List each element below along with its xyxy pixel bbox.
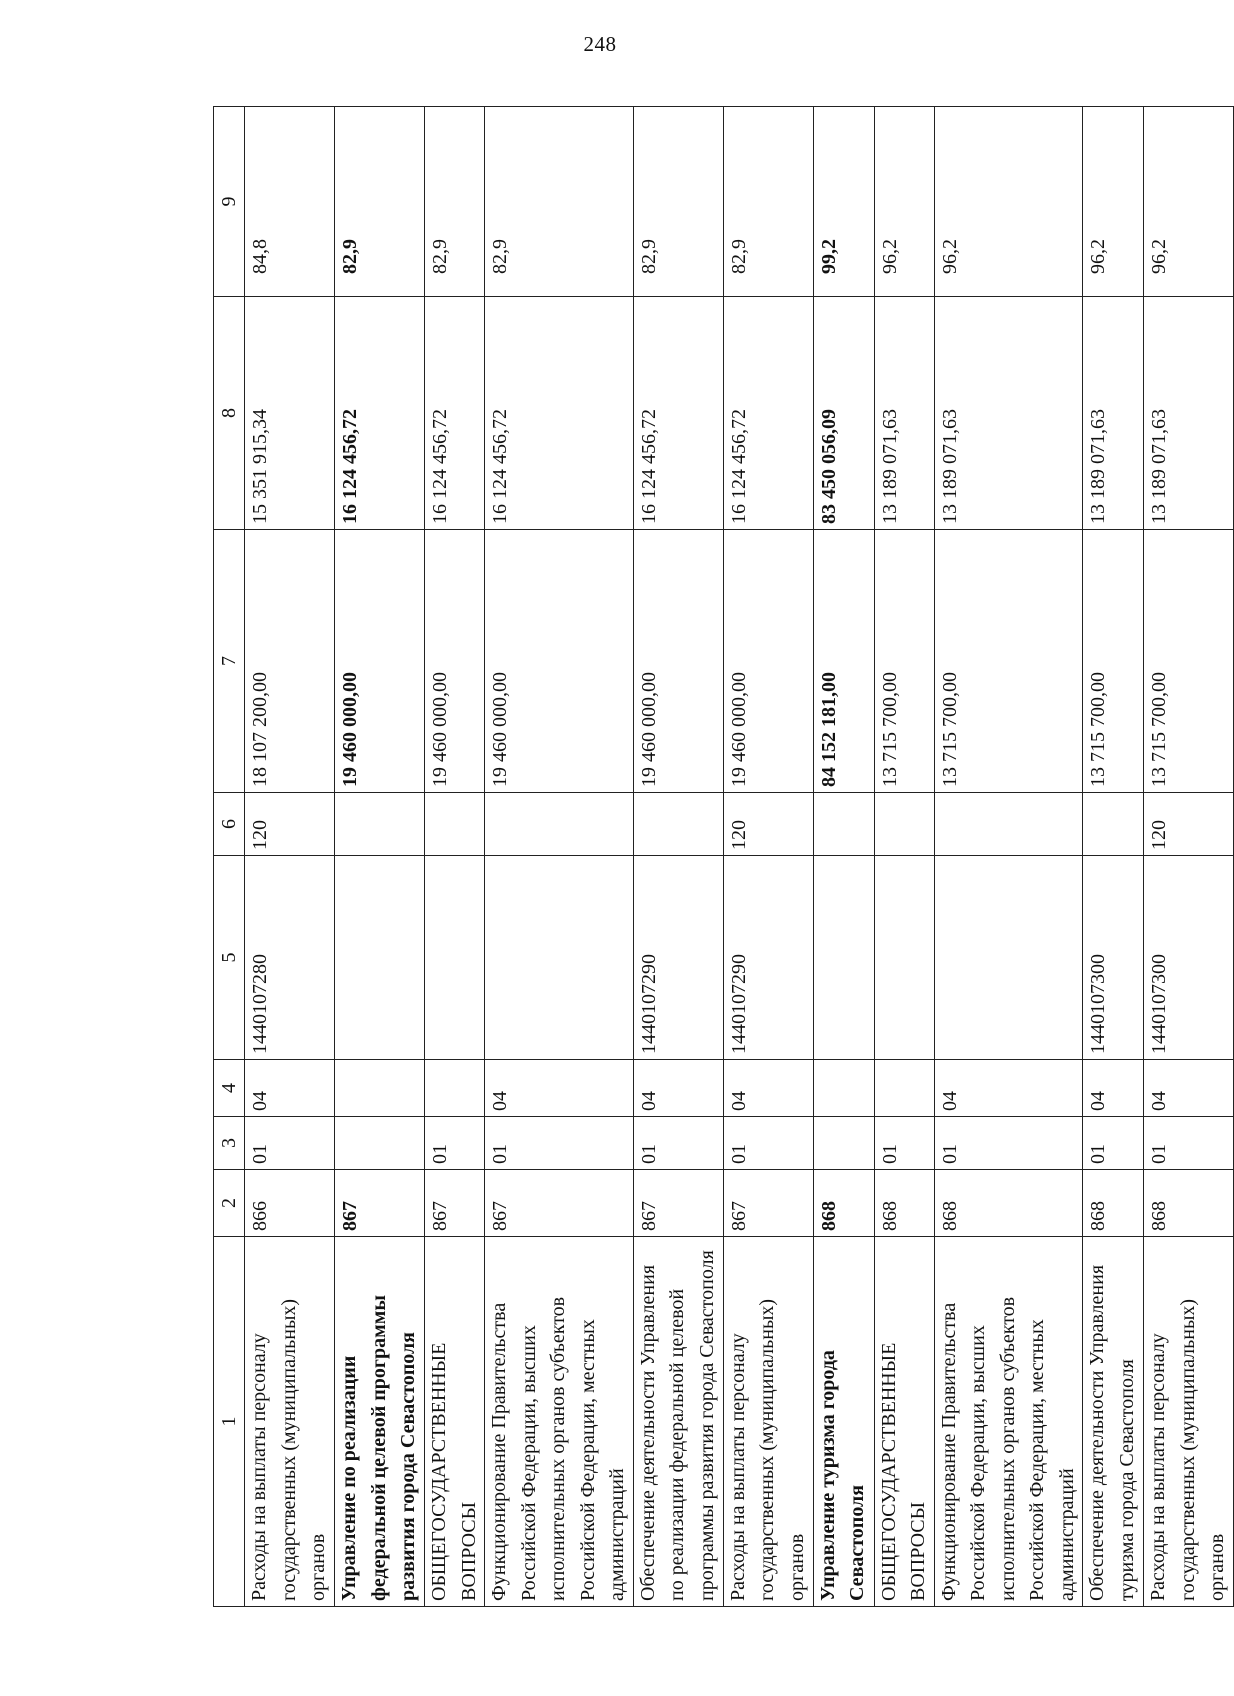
cell-section: 01	[874, 1117, 934, 1170]
cell-subsection: 04	[934, 1060, 1083, 1117]
cell-expense-type	[425, 793, 485, 856]
cell-subsection: 04	[633, 1060, 723, 1117]
cell-executed: 13 189 071,63	[1083, 297, 1144, 530]
cell-target-article: 1440107290	[723, 856, 813, 1060]
cell-section: 01	[485, 1117, 634, 1170]
cell-expense-type	[485, 793, 634, 856]
table-row	[934, 107, 1083, 1607]
cell-admin-code: 868	[1083, 1170, 1144, 1237]
cell-planned: 19 460 000,00	[723, 530, 813, 793]
cell-expense-type	[1083, 793, 1144, 856]
cell-admin-code: 866	[245, 1170, 335, 1237]
row-name: Расходы на выплаты персоналу государственных (муниципальных) органов	[723, 1237, 813, 1607]
column-header: 7	[214, 530, 245, 793]
cell-percent: 82,9	[425, 107, 485, 297]
cell-executed: 13 189 071,63	[1144, 297, 1234, 530]
cell-percent: 96,2	[1083, 107, 1144, 297]
cell-admin-code: 868	[1144, 1170, 1234, 1237]
cell-expense-type: 120	[723, 793, 813, 856]
cell-planned: 13 715 700,00	[1083, 530, 1144, 793]
cell-executed: 16 124 456,72	[425, 297, 485, 530]
cell-percent: 96,2	[934, 107, 1083, 297]
row-name: Функционирование Правительства Российской Федерации, высших исполнительных органов субъектов Российской Федерации, местных администраций	[934, 1237, 1083, 1607]
cell-target-article	[485, 856, 634, 1060]
table-row	[1083, 107, 1144, 1607]
cell-executed: 16 124 456,72	[335, 297, 425, 530]
cell-expense-type	[813, 793, 874, 856]
cell-subsection: 04	[723, 1060, 813, 1117]
cell-planned: 13 715 700,00	[874, 530, 934, 793]
row-name: Управление туризма города Севастополя	[813, 1237, 874, 1607]
row-name: Расходы на выплаты персоналу государственных (муниципальных) органов	[245, 1237, 335, 1607]
page-number: 248	[583, 32, 617, 56]
row-name: Управление по реализации федеральной целевой программы развития города Севастополя	[335, 1237, 425, 1607]
budget-table	[213, 106, 1234, 1607]
cell-executed: 83 450 056,09	[813, 297, 874, 530]
cell-target-article: 1440107290	[633, 856, 723, 1060]
cell-target-article	[425, 856, 485, 1060]
cell-subsection	[813, 1060, 874, 1117]
column-header: 6	[214, 793, 245, 856]
cell-admin-code: 868	[874, 1170, 934, 1237]
cell-expense-type	[633, 793, 723, 856]
cell-target-article: 1440107300	[1083, 856, 1144, 1060]
cell-target-article	[813, 856, 874, 1060]
table-row	[633, 107, 723, 1607]
table-row	[335, 107, 425, 1607]
cell-section: 01	[245, 1117, 335, 1170]
cell-planned: 84 152 181,00	[813, 530, 874, 793]
cell-section: 01	[1083, 1117, 1144, 1170]
table-row	[485, 107, 634, 1607]
cell-executed: 16 124 456,72	[633, 297, 723, 530]
cell-expense-type: 120	[245, 793, 335, 856]
cell-section	[813, 1117, 874, 1170]
cell-planned: 19 460 000,00	[425, 530, 485, 793]
cell-percent: 82,9	[335, 107, 425, 297]
cell-planned: 19 460 000,00	[633, 530, 723, 793]
column-header: 4	[214, 1060, 245, 1117]
cell-admin-code: 867	[425, 1170, 485, 1237]
cell-subsection	[874, 1060, 934, 1117]
cell-expense-type: 120	[1144, 793, 1234, 856]
cell-subsection	[335, 1060, 425, 1117]
cell-subsection: 04	[245, 1060, 335, 1117]
row-name: ОБЩЕГОСУДАРСТВЕННЫЕ ВОПРОСЫ	[874, 1237, 934, 1607]
row-name: Расходы на выплаты персоналу государственных (муниципальных) органов	[1144, 1237, 1234, 1607]
cell-target-article	[934, 856, 1083, 1060]
table-row	[723, 107, 813, 1607]
row-name: Обеспечение деятельности Управления по реализации федеральной целевой программы развития города Севастополя	[633, 1237, 723, 1607]
cell-subsection: 04	[1144, 1060, 1234, 1117]
column-header: 3	[214, 1117, 245, 1170]
column-header: 2	[214, 1170, 245, 1237]
cell-section: 01	[633, 1117, 723, 1170]
cell-planned: 13 715 700,00	[934, 530, 1083, 793]
table-row	[1144, 107, 1234, 1607]
cell-subsection	[425, 1060, 485, 1117]
cell-expense-type	[335, 793, 425, 856]
cell-admin-code: 868	[934, 1170, 1083, 1237]
table-row	[813, 107, 874, 1607]
cell-expense-type	[874, 793, 934, 856]
cell-admin-code: 867	[633, 1170, 723, 1237]
cell-expense-type	[934, 793, 1083, 856]
cell-executed: 16 124 456,72	[723, 297, 813, 530]
cell-percent: 96,2	[874, 107, 934, 297]
cell-executed: 16 124 456,72	[485, 297, 634, 530]
cell-executed: 13 189 071,63	[934, 297, 1083, 530]
column-header: 1	[214, 1237, 245, 1607]
header-row	[214, 107, 245, 1607]
cell-admin-code: 867	[485, 1170, 634, 1237]
cell-section: 01	[1144, 1117, 1234, 1170]
cell-target-article: 1440107280	[245, 856, 335, 1060]
cell-subsection: 04	[1083, 1060, 1144, 1117]
cell-planned: 13 715 700,00	[1144, 530, 1234, 793]
rotated-table-container	[213, 107, 1228, 1607]
cell-planned: 19 460 000,00	[485, 530, 634, 793]
cell-percent: 82,9	[723, 107, 813, 297]
cell-executed: 15 351 915,34	[245, 297, 335, 530]
table-row	[245, 107, 335, 1607]
cell-percent: 82,9	[485, 107, 634, 297]
column-header: 5	[214, 856, 245, 1060]
cell-section: 01	[425, 1117, 485, 1170]
cell-executed: 13 189 071,63	[874, 297, 934, 530]
cell-section: 01	[723, 1117, 813, 1170]
cell-target-article: 1440107300	[1144, 856, 1234, 1060]
cell-percent: 96,2	[1144, 107, 1234, 297]
cell-planned: 18 107 200,00	[245, 530, 335, 793]
cell-percent: 99,2	[813, 107, 874, 297]
row-name: Обеспечение деятельности Управления туризма города Севастополя	[1083, 1237, 1144, 1607]
cell-planned: 19 460 000,00	[335, 530, 425, 793]
cell-percent: 82,9	[633, 107, 723, 297]
column-header: 8	[214, 297, 245, 530]
cell-percent: 84,8	[245, 107, 335, 297]
cell-section	[335, 1117, 425, 1170]
cell-section: 01	[934, 1117, 1083, 1170]
column-header: 9	[214, 107, 245, 297]
table-row	[425, 107, 485, 1607]
cell-admin-code: 868	[813, 1170, 874, 1237]
cell-subsection: 04	[485, 1060, 634, 1117]
row-name: Функционирование Правительства Российской Федерации, высших исполнительных органов субъектов Российской Федерации, местных администраций	[485, 1237, 634, 1607]
cell-target-article	[335, 856, 425, 1060]
table-row	[874, 107, 934, 1607]
cell-admin-code: 867	[335, 1170, 425, 1237]
cell-admin-code: 867	[723, 1170, 813, 1237]
cell-target-article	[874, 856, 934, 1060]
row-name: ОБЩЕГОСУДАРСТВЕННЫЕ ВОПРОСЫ	[425, 1237, 485, 1607]
